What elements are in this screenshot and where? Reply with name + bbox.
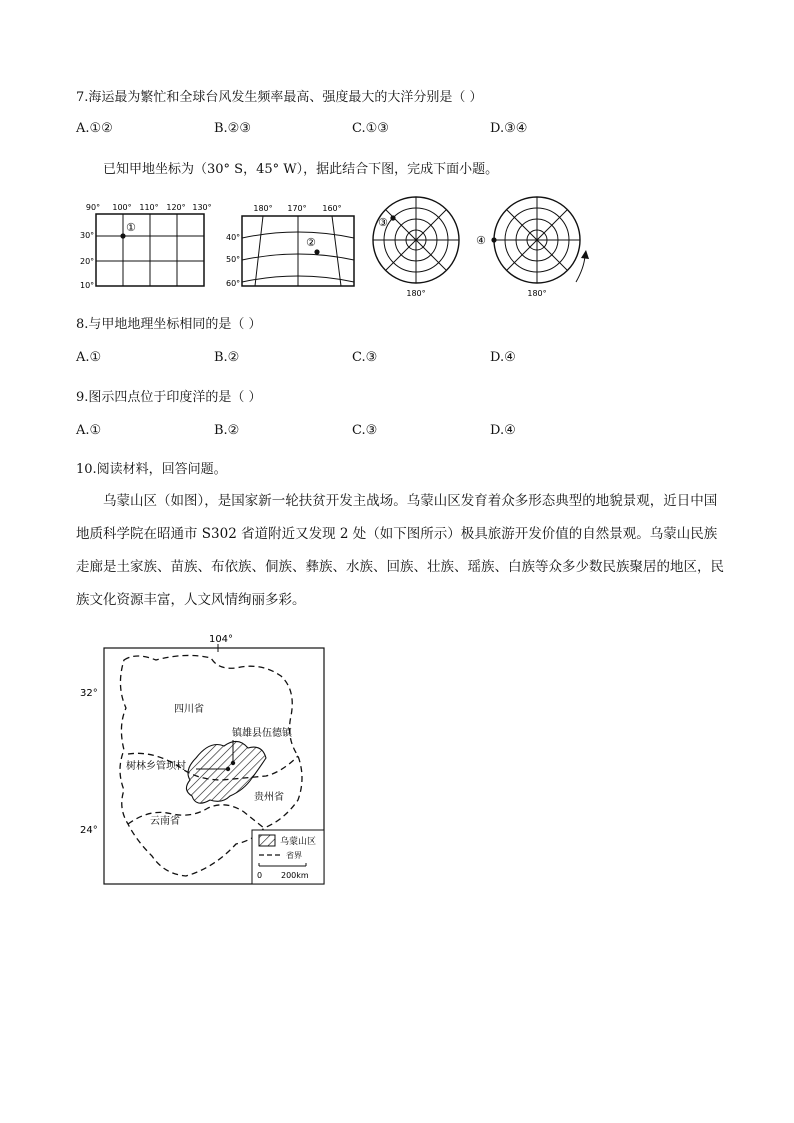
lat-label: 50° bbox=[226, 255, 241, 264]
question-7-stem: 7.海运最为繁忙和全球台风发生频率最高、强度最大的大洋分别是（ ） bbox=[76, 90, 483, 105]
lat-label: 60° bbox=[226, 279, 241, 288]
question-7-options bbox=[76, 121, 676, 141]
lon-label: 104° bbox=[208, 634, 234, 645]
legend-border: 省界 bbox=[286, 851, 302, 860]
point-1 bbox=[120, 233, 125, 238]
option-c[interactable]: C.③ bbox=[352, 350, 378, 365]
polar-diagram-4 bbox=[476, 197, 589, 298]
point-2-label: ② bbox=[306, 236, 316, 249]
grid-diagram-1 bbox=[80, 203, 212, 290]
point-2 bbox=[314, 249, 319, 254]
scale-value: 200km bbox=[281, 871, 309, 880]
lat-label: 20° bbox=[80, 257, 95, 266]
guizhou-label: 贵州省 bbox=[254, 792, 284, 803]
sichuan-label: 四川省 bbox=[174, 704, 204, 715]
option-d[interactable]: D.④ bbox=[490, 423, 516, 438]
lon-label: 110° bbox=[139, 203, 159, 212]
question-9-stem: 9.图示四点位于印度洋的是（ ） bbox=[76, 390, 262, 405]
legend-region: 乌蒙山区 bbox=[280, 837, 317, 847]
option-d[interactable]: D.③④ bbox=[490, 121, 528, 136]
question-10-stem: 10.阅读材料，回答问题。 bbox=[76, 462, 227, 477]
map-legend bbox=[252, 830, 324, 884]
lon-label: 100° bbox=[112, 203, 132, 212]
point-4-label: ④ bbox=[476, 234, 486, 247]
town2-label: 树林乡管坝村 bbox=[126, 761, 186, 772]
option-b[interactable]: B.②③ bbox=[214, 121, 251, 136]
scale-zero: 0 bbox=[257, 871, 263, 880]
lon-label: 130° bbox=[192, 203, 212, 212]
option-c[interactable]: C.③ bbox=[352, 423, 378, 438]
question-10-passage: 乌蒙山区（如图），是国家新一轮扶贫开发主战场。乌蒙山区发育着众多形态典型的地貌景观，近日中国地质科学院在昭通市 S302 省道附近又发现 2 处（如下图所示）极具旅游开发价值的自然景观。乌蒙山民族走廊是土家族、苗族、布依族、侗族、彝族、水族、回族、壮族、瑶族、白族等众多少数民族聚居的地区，民族文化资源丰富，人文风情绚丽多彩。 bbox=[76, 493, 724, 608]
option-a[interactable]: A.①② bbox=[76, 121, 113, 136]
coordinate-figure bbox=[76, 196, 606, 301]
lat-label-bottom: 24° bbox=[80, 825, 98, 836]
intro-text: 已知甲地坐标为（30° S，45° W），据此结合下图，完成下面小题。 bbox=[103, 162, 499, 177]
yunnan-label: 云南省 bbox=[150, 816, 180, 827]
option-a[interactable]: A.① bbox=[76, 423, 102, 438]
option-b[interactable]: B.② bbox=[214, 423, 240, 438]
lon-label: 120° bbox=[166, 203, 186, 212]
question-8-stem: 8.与甲地地理坐标相同的是（ ） bbox=[76, 317, 262, 332]
point-3-label: ③ bbox=[378, 216, 388, 229]
lat-label: 10° bbox=[80, 281, 95, 290]
lon-label: 160° bbox=[322, 204, 342, 213]
bottom-label: 180° bbox=[527, 289, 547, 298]
grid-diagram-2 bbox=[226, 204, 354, 288]
point-3 bbox=[390, 215, 395, 220]
town1-label: 镇雄县伍德镇 bbox=[232, 728, 292, 739]
point-4 bbox=[491, 237, 496, 242]
lon-label: 90° bbox=[85, 203, 101, 212]
lon-label: 180° bbox=[253, 204, 273, 213]
lat-label-top: 32° bbox=[80, 688, 98, 699]
lat-label: 30° bbox=[80, 231, 95, 240]
question-9-options bbox=[76, 423, 676, 443]
polar-diagram-3 bbox=[373, 196, 459, 298]
wumeng-map bbox=[76, 630, 336, 888]
bottom-label: 180° bbox=[406, 289, 426, 298]
lat-label: 40° bbox=[226, 233, 241, 242]
option-a[interactable]: A.① bbox=[76, 350, 102, 365]
option-c[interactable]: C.①③ bbox=[352, 121, 389, 136]
question-8-options bbox=[76, 350, 676, 370]
option-b[interactable]: B.② bbox=[214, 350, 240, 365]
point-1-label: ① bbox=[126, 221, 136, 234]
option-d[interactable]: D.④ bbox=[490, 350, 516, 365]
lon-label: 170° bbox=[287, 204, 307, 213]
